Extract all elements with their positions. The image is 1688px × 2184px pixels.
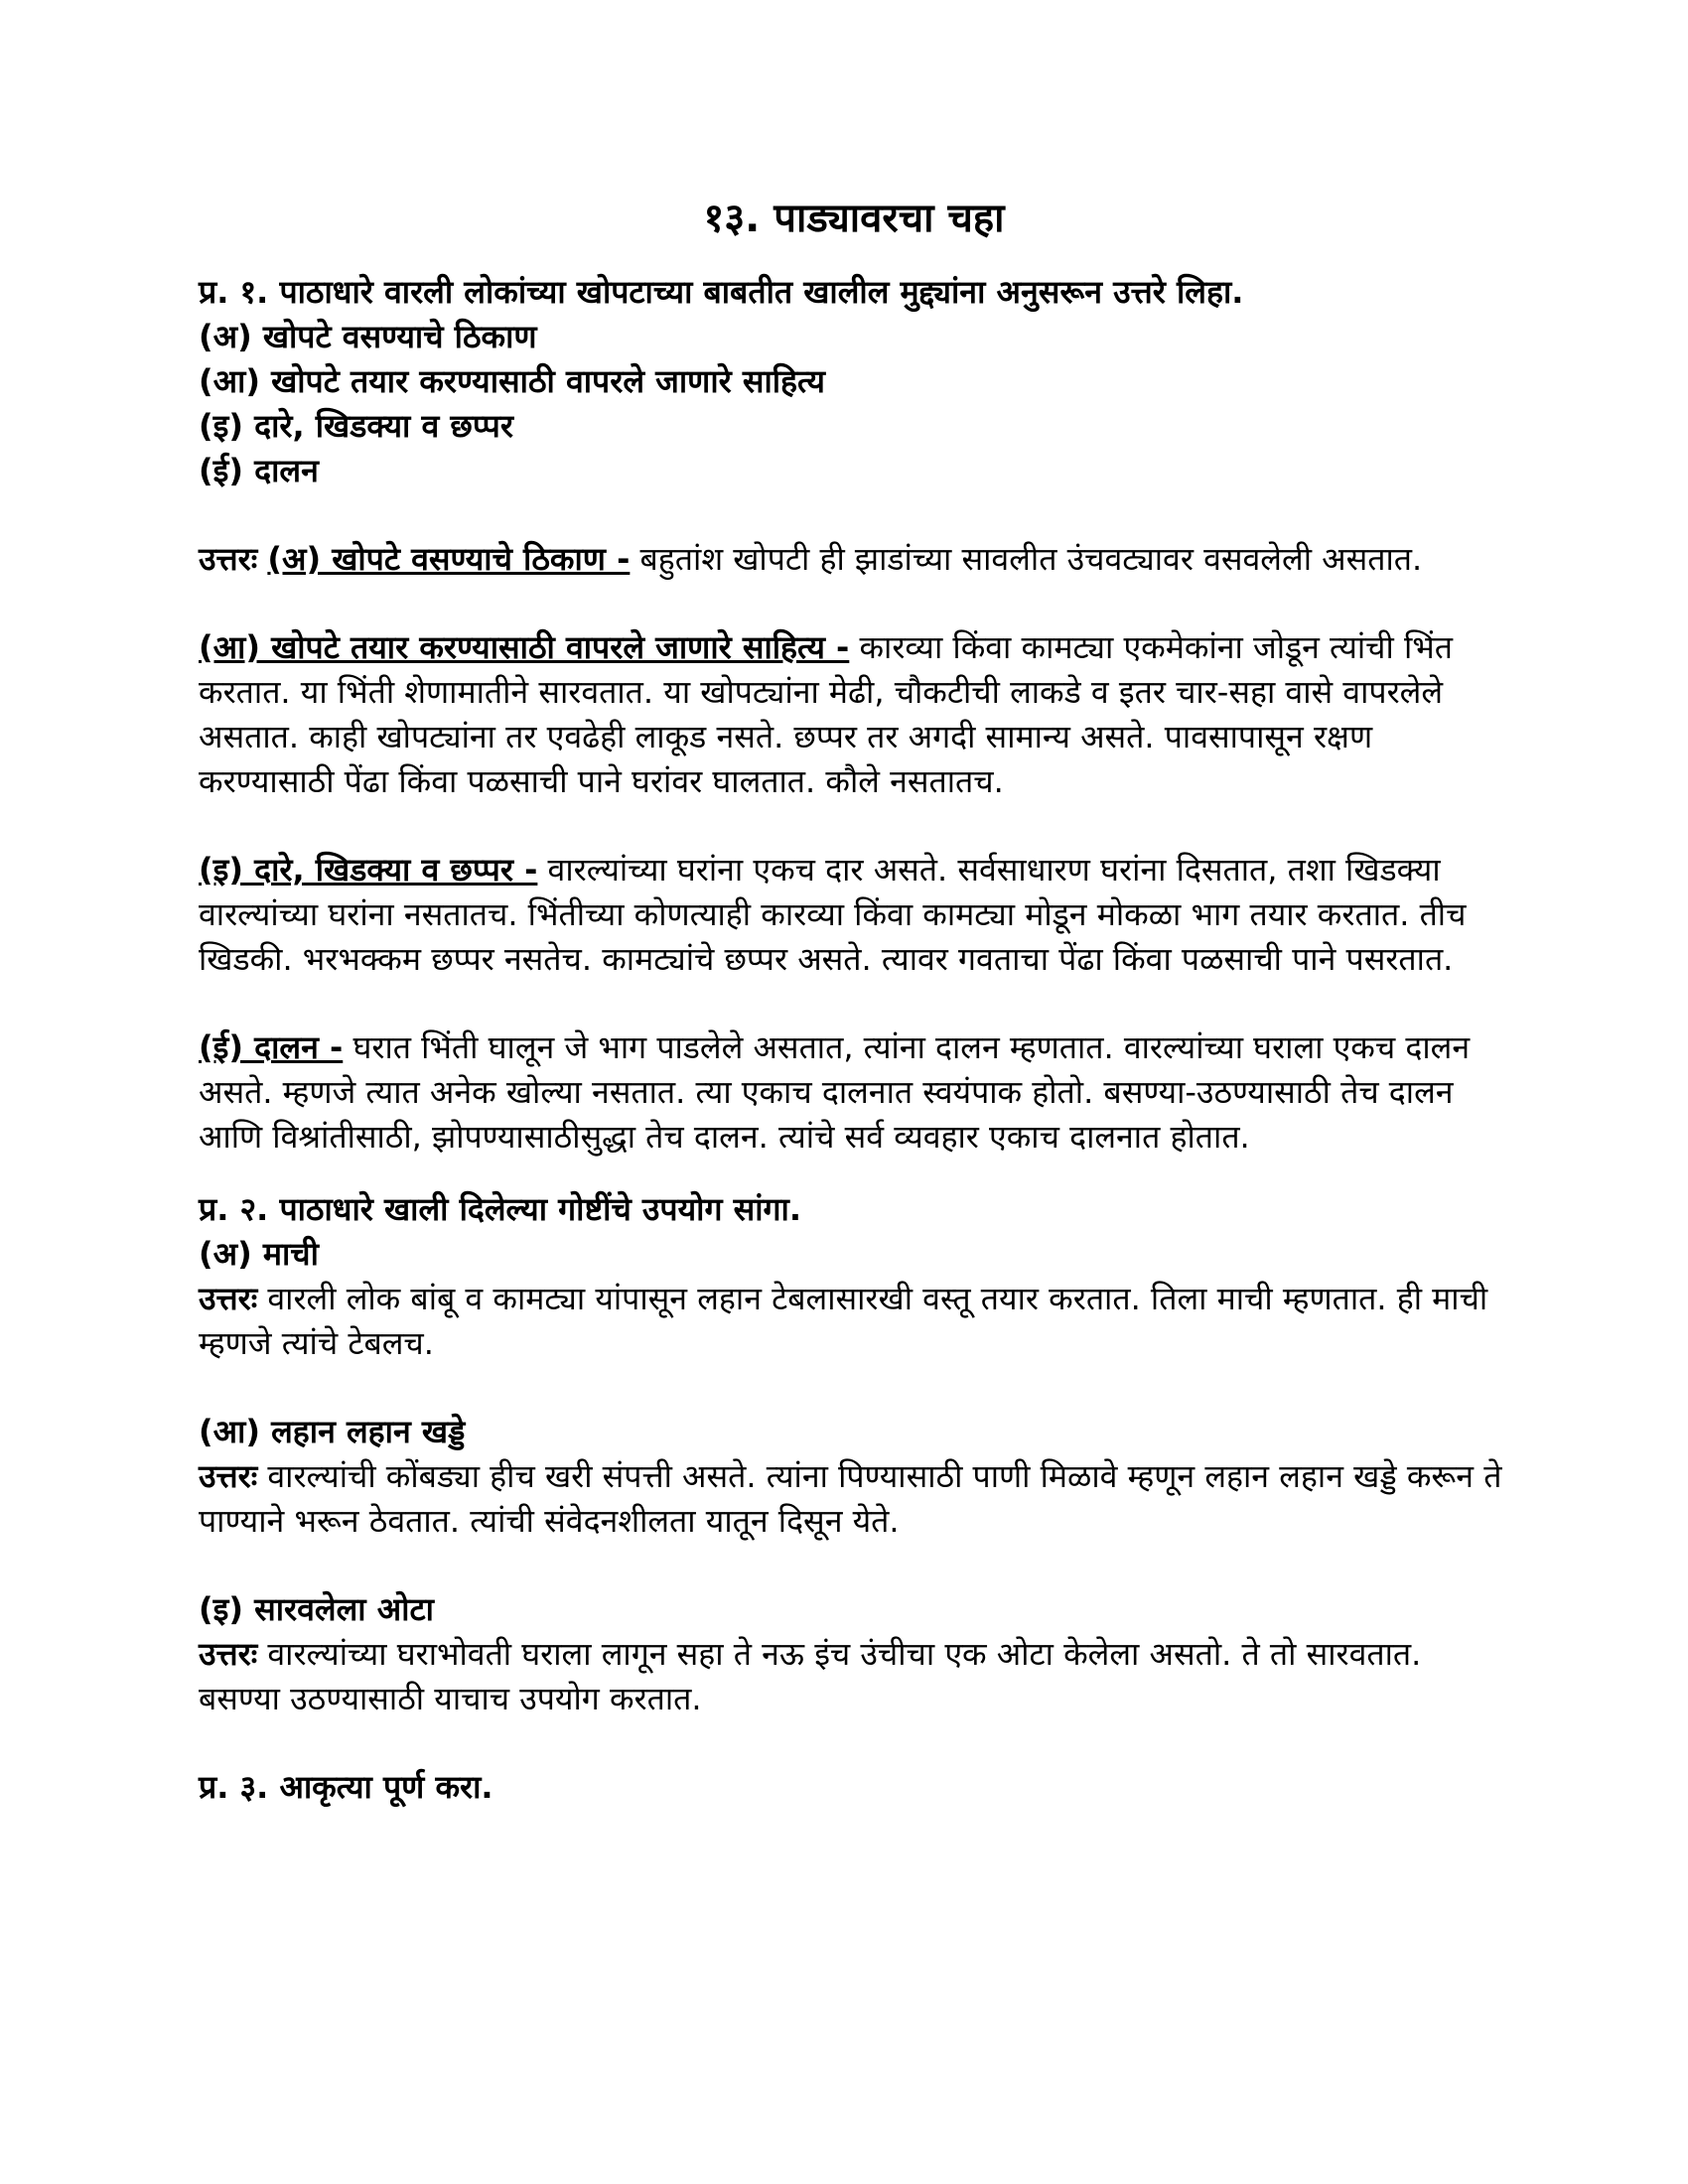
page-title: १३. पाड्यावरचा चहा	[703, 196, 1005, 241]
answer-1-ii-text: घरात भिंती घालून जे भाग पाडलेले असतात, त्यांना दालन म्हणतात. वारल्यांच्या घराला एकच दालन असते. म्हणजे त्यात अनेक खोल्या नसतात. त्या एकाच दालनात स्वयंपाक होतो. बसण्या-उठण्यासाठी तेच दालन आणि विश्रांतीसाठी, झोपण्यासाठीसुद्धा तेच दालन. त्यांचे सर्व व्यवहार एकाच दालनात होतात.	[199, 1028, 1471, 1156]
answer-1-i	[199, 848, 1509, 982]
question-2-item-i-answer	[199, 1632, 1509, 1721]
answer-label: उत्तरः	[199, 540, 258, 578]
question-3: प्र. ३. आकृत्या पूर्ण करा.	[199, 1768, 493, 1806]
question-1-option-i: (इ) दारे, खिडक्या व छप्पर	[199, 407, 513, 445]
question-2-item-a-heading: (अ) माची	[199, 1235, 319, 1273]
question-1: प्र. १. पाठाधारे वारली लोकांच्या खोपटाच्या बाबतीत खालील मुद्द्यांना अनुसरून उत्तरे लिहा.	[199, 273, 1244, 311]
question-2-item-aa-answer	[199, 1454, 1509, 1544]
answer-1-a-heading: (अ) खोपटे वसण्याचे ठिकाण -	[267, 540, 631, 578]
answer-1-aa-heading: (आ) खोपटे तयार करण्यासाठी वापरले जाणारे साहित्य -	[199, 628, 850, 666]
question-2-item-i-heading: (इ) सारवलेला ओटा	[199, 1590, 434, 1628]
answer-1-aa-text: कारव्या किंवा कामट्या एकमेकांना जोडून त्यांची भिंत करतात. या भिंती शेणामातीने सारवतात. या खोपट्यांना मेढी, चौकटीची लाकडे व इतर चार-सहा वासे वापरलेले असतात. काही खोपट्यांना तर एवढेही लाकूड नसते. छप्पर तर अगदी सामान्य असते. पावसापासून रक्षण करण्यासाठी पेंढा किंवा पळसाची पाने घरांवर घालतात. कौले नसतातच.	[199, 628, 1453, 800]
question-1-option-aa: (आ) खोपटे तयार करण्यासाठी वापरले जाणारे साहित्य	[199, 362, 825, 400]
answer-1-i-text: वारल्यांच्या घरांना एकच दार असते. सर्वसाधारण घरांना दिसतात, तशा खिडक्या वारल्यांच्या घरांना नसतातच. भिंतीच्या कोणत्याही कारव्या किंवा कामट्या मोडून मोकळा भाग तयार करतात. तीच खिडकी. भरभक्कम छप्पर नसतेच. कामट्यांचे छप्पर असते. त्यावर गवताचा पेंढा किंवा पळसाची पाने पसरतात.	[199, 851, 1467, 978]
question-2-item-a-text: वारली लोक बांबू व कामट्या यांपासून लहान टेबलासारखी वस्तू तयार करतात. तिला माची म्हणतात. ही माची म्हणजे त्यांचे टेबलच.	[199, 1280, 1488, 1362]
answer-label: उत्तरः	[199, 1280, 258, 1317]
answer-1-a	[199, 537, 1509, 582]
question-2-item-aa-heading: (आ) लहान लहान खड्डे	[199, 1413, 466, 1450]
answer-1-i-heading: (इ) दारे, खिडक्या व छप्पर -	[199, 851, 538, 888]
answer-label: उत्तरः	[199, 1457, 258, 1495]
question-1-option-a: (अ) खोपटे वसण्याचे ठिकाण	[199, 318, 537, 355]
answer-1-aa	[199, 625, 1509, 804]
question-2-item-i-text: वारल्यांच्या घराभोवती घराला लागून सहा ते नऊ इंच उंचीचा एक ओटा केलेला असतो. ते तो सारवतात. बसण्या उठण्यासाठी याचाच उपयोग करतात.	[199, 1635, 1422, 1717]
answer-label: उत्तरः	[199, 1635, 258, 1673]
answer-1-ii	[199, 1025, 1509, 1160]
question-1-option-ii: (ई) दालन	[199, 452, 319, 489]
document-page	[199, 189, 1509, 1810]
answer-1-ii-heading: (ई) दालन -	[199, 1028, 344, 1066]
question-2-item-a-answer	[199, 1277, 1509, 1366]
question-2: प्र. २. पाठाधारे खाली दिलेल्या गोष्टींचे उपयोग सांगा.	[199, 1190, 801, 1228]
answer-1-a-text: बहुतांश खोपटी ही झाडांच्या सावलीत उंचवट्यावर वसवलेली असतात.	[639, 540, 1423, 578]
question-2-item-aa-text: वारल्यांची कोंबड्या हीच खरी संपत्ती असते. त्यांना पिण्यासाठी पाणी मिळावे म्हणून लहान लहान खड्डे करून ते पाण्याने भरून ठेवतात. त्यांची संवेदनशीलता यातून दिसून येते.	[199, 1457, 1502, 1540]
